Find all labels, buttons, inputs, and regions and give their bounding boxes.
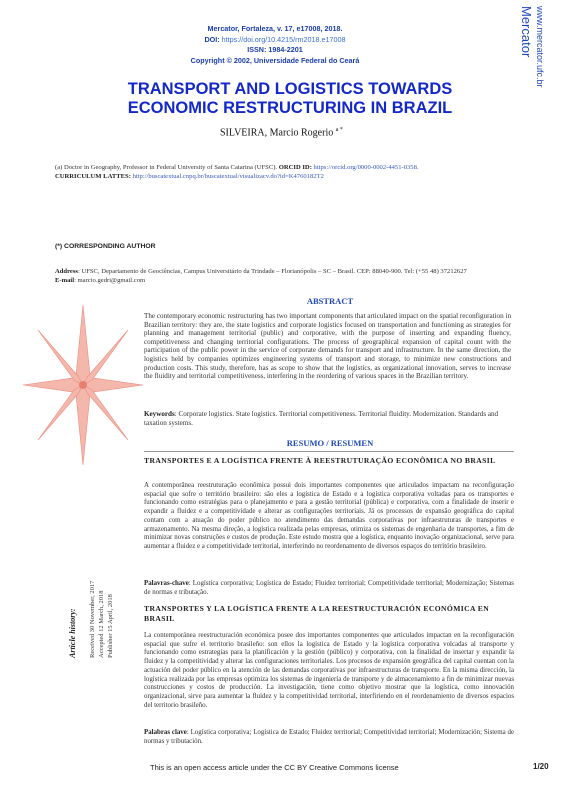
es-keywords-text: : Logística corporativa; Logística de Estado; Fluidez territorial; Competitividad territorial; Modernización; Sistema de normas y tributación. (144, 729, 514, 745)
title-line-2: ECONOMIC RESTRUCTURING IN BRAZIL (127, 99, 453, 117)
page-number: 1/20 (533, 762, 549, 771)
address-label: Address (55, 268, 78, 275)
author (220, 127, 343, 138)
doi-line (120, 35, 430, 46)
affiliation-text: Doctor in Geography, Professor in Federal University of Santa Catarina (UFSC). (63, 164, 278, 171)
abstract-keywords (144, 410, 514, 427)
mercator-logo-name: Mercator (519, 6, 534, 58)
article-history (56, 570, 176, 660)
pt-keywords (144, 580, 514, 597)
abstract-heading: ABSTRACT (306, 296, 354, 306)
corresponding-author-heading: (*) CORRESPONDING AUTHOR (55, 243, 156, 250)
article-title (50, 80, 530, 118)
issn: ISSN: 1984-2201 (247, 45, 303, 54)
lattes-link[interactable]: http://buscatextual.cnpq.br/buscatextual/visualizacv.do?id=K4760182T2 (132, 173, 324, 180)
orcid-label: ORCID ID: (278, 164, 312, 171)
pt-keywords-text: : Logística corporativa; Logística de Estado; Fluidez territorial; Competitividade territorial; Modernização; Sistemas de normas e tributação. (144, 580, 514, 596)
es-text: La contemporánea reestructuración económica posee dos importantes componentes que articulados impactan en la reconfiguración espacial que sufre el territorio brasileño: son ellos la logística de Estado y la logística corporativa volcadas al transporte y funcionando como estrategias para la planificación y la gestión (público) y corporativa, con la finalidad de insertar y expandir la fluidez y la competitividad y alterar las configuraciones territoriales. Los procesos de expansión geográfica del capital cuentan con la actuación del poder público en la atención de las demandas corporativas por infraestructuras de transporte. En la misma dirección, la logística realizada por las empresas optimiza los sistemas de ingeniería de transporte y de almacenamiento a fin de minimizar nuevas construcciones y costos de producción. La investigación, tiene como objetivo mostrar que la logística, como innovación organizacional, sirve para aumentar la fluidez y la competitividad territorial, interfiriendo en el reordenamiento de diversos espacios del territorio brasileño. (144, 632, 514, 709)
address-block (55, 267, 515, 285)
affiliation (55, 163, 515, 181)
abstract-text: The contemporary economic restructuring has two important components that articulated impact on the spatial reconfiguration in Brazilian territory: they are, the state logistics and corporate logistics focused on transportation and functioning as strategies for planning and management territorial (public) and corporative, with the purpose of inserting and expanding fluency, competitiveness and changing territorial configurations. The process of geographical expansion of capital count with the participation of the public power in the service of corporate demands for transport and infrastructure. In the same direction, the logistics held by companies optimizes engineering systems of transport and storage, to minimize new constructions and production costs. This study, therefore, has as scope to show that the logistics, as organizational innovation, serves to increase the fluidity and territorial competitiveness, interfering in the reordering of various spaces in the Brazilian territory. (144, 312, 511, 381)
address-text: : UFSC, Departamento de Geociências, Campus Universitário da Trindade – Florianópolis – SC – Brasil. CEP: 88040-900. Tel: (+55 48) 37212627 (77, 268, 467, 275)
journal-line: Mercator, Fortaleza, v. 17, e17008, 2018. (207, 24, 343, 33)
keywords-label: Keywords (144, 410, 175, 418)
es-keywords-label: Palabras clave (144, 729, 187, 736)
resumo-heading: RESUMO / RESUMEN (286, 438, 374, 448)
copyright: Copyright © 2002, Universidade Federal do Ceará (190, 55, 360, 65)
journal-header (120, 24, 430, 66)
compass-star-graphic (18, 300, 148, 470)
doi-link[interactable]: https://doi.org/10.4215/rm2018.e17008 (221, 34, 346, 44)
author-name: SILVEIRA, Marcio Rogerio (220, 127, 334, 139)
pt-text: A contemporânea reestruturação econômica possui dois importantes componentes que articulados impactam na reconfiguração espacial que sofre o território brasileiro: são eles a logística de Estado e a logística corporativa voltadas para os transportes e funcionando como estratégias para o planejamento e para a gestão territorial (pública) e corporativa, com a finalidade de inserir e expandir a fluidez e a competitividade e alterar as configurações territoriais. Já os processos de expansão geográfica do capital contam com a atuação do poder público no atendimento das demandas corporativas por infraestruturas de transportes e armazenamento. Na mesma direção, a logística realizada pelas empresas, otimiza os sistemas de engenharia de transportes, a fim de minimizar novas construções e custos de produção. Este estudo mostra que a logística, enquanto inovação organizacional, serve para aumentar a fluidez e a competitividade territorial, interferindo no reordenamento de diversos espaços do território brasileiro. (144, 482, 514, 550)
orcid-link[interactable]: https://orcid.org/0000-0002-4451-0358. (313, 164, 419, 171)
title-line-1: TRANSPORT AND LOGISTICS TOWARDS (127, 80, 453, 98)
keywords-text: : Corporate logistics. State logistics. Territorial competitiveness. Territorial fluidity. Modernization. Standards and taxation systems. (144, 410, 499, 427)
author-sup: a * (335, 127, 343, 133)
lattes-label: CURRICULUM LATTES: (55, 173, 131, 180)
history-accepted: Accepted 12 March, 2018 (98, 590, 105, 658)
email-label: E-mail (55, 277, 75, 284)
affiliation-marker: (a) (55, 164, 63, 171)
history-label: Article history: (68, 608, 77, 658)
history-published: Publisher 15 April, 2018 (107, 594, 114, 658)
doi-label: DOI: (204, 34, 220, 44)
pt-keywords-label: Palavras-chave (144, 580, 189, 587)
history-received: Received 30 November, 2017 (89, 580, 96, 658)
section-divider (144, 451, 514, 452)
email-value[interactable]: : marcio.gedri@gmail.com (74, 277, 146, 284)
pt-title: TRANSPORTES E A LOGÍSTICA FRENTE À REESTRUTURAÇÃO ECONÔMICA NO BRASIL (144, 456, 496, 465)
es-title: TRANSPORTES Y LA LOGÍSTICA FRENTE A LA REESTRUCTURACIÓN ECONÓMICA EN BRASIL (144, 604, 490, 623)
license-footer: This is an open access article under the CC BY Creative Commons license (150, 763, 399, 772)
mercator-logo-url: www.mercator.ufc.br (535, 6, 545, 88)
es-keywords (144, 729, 514, 746)
